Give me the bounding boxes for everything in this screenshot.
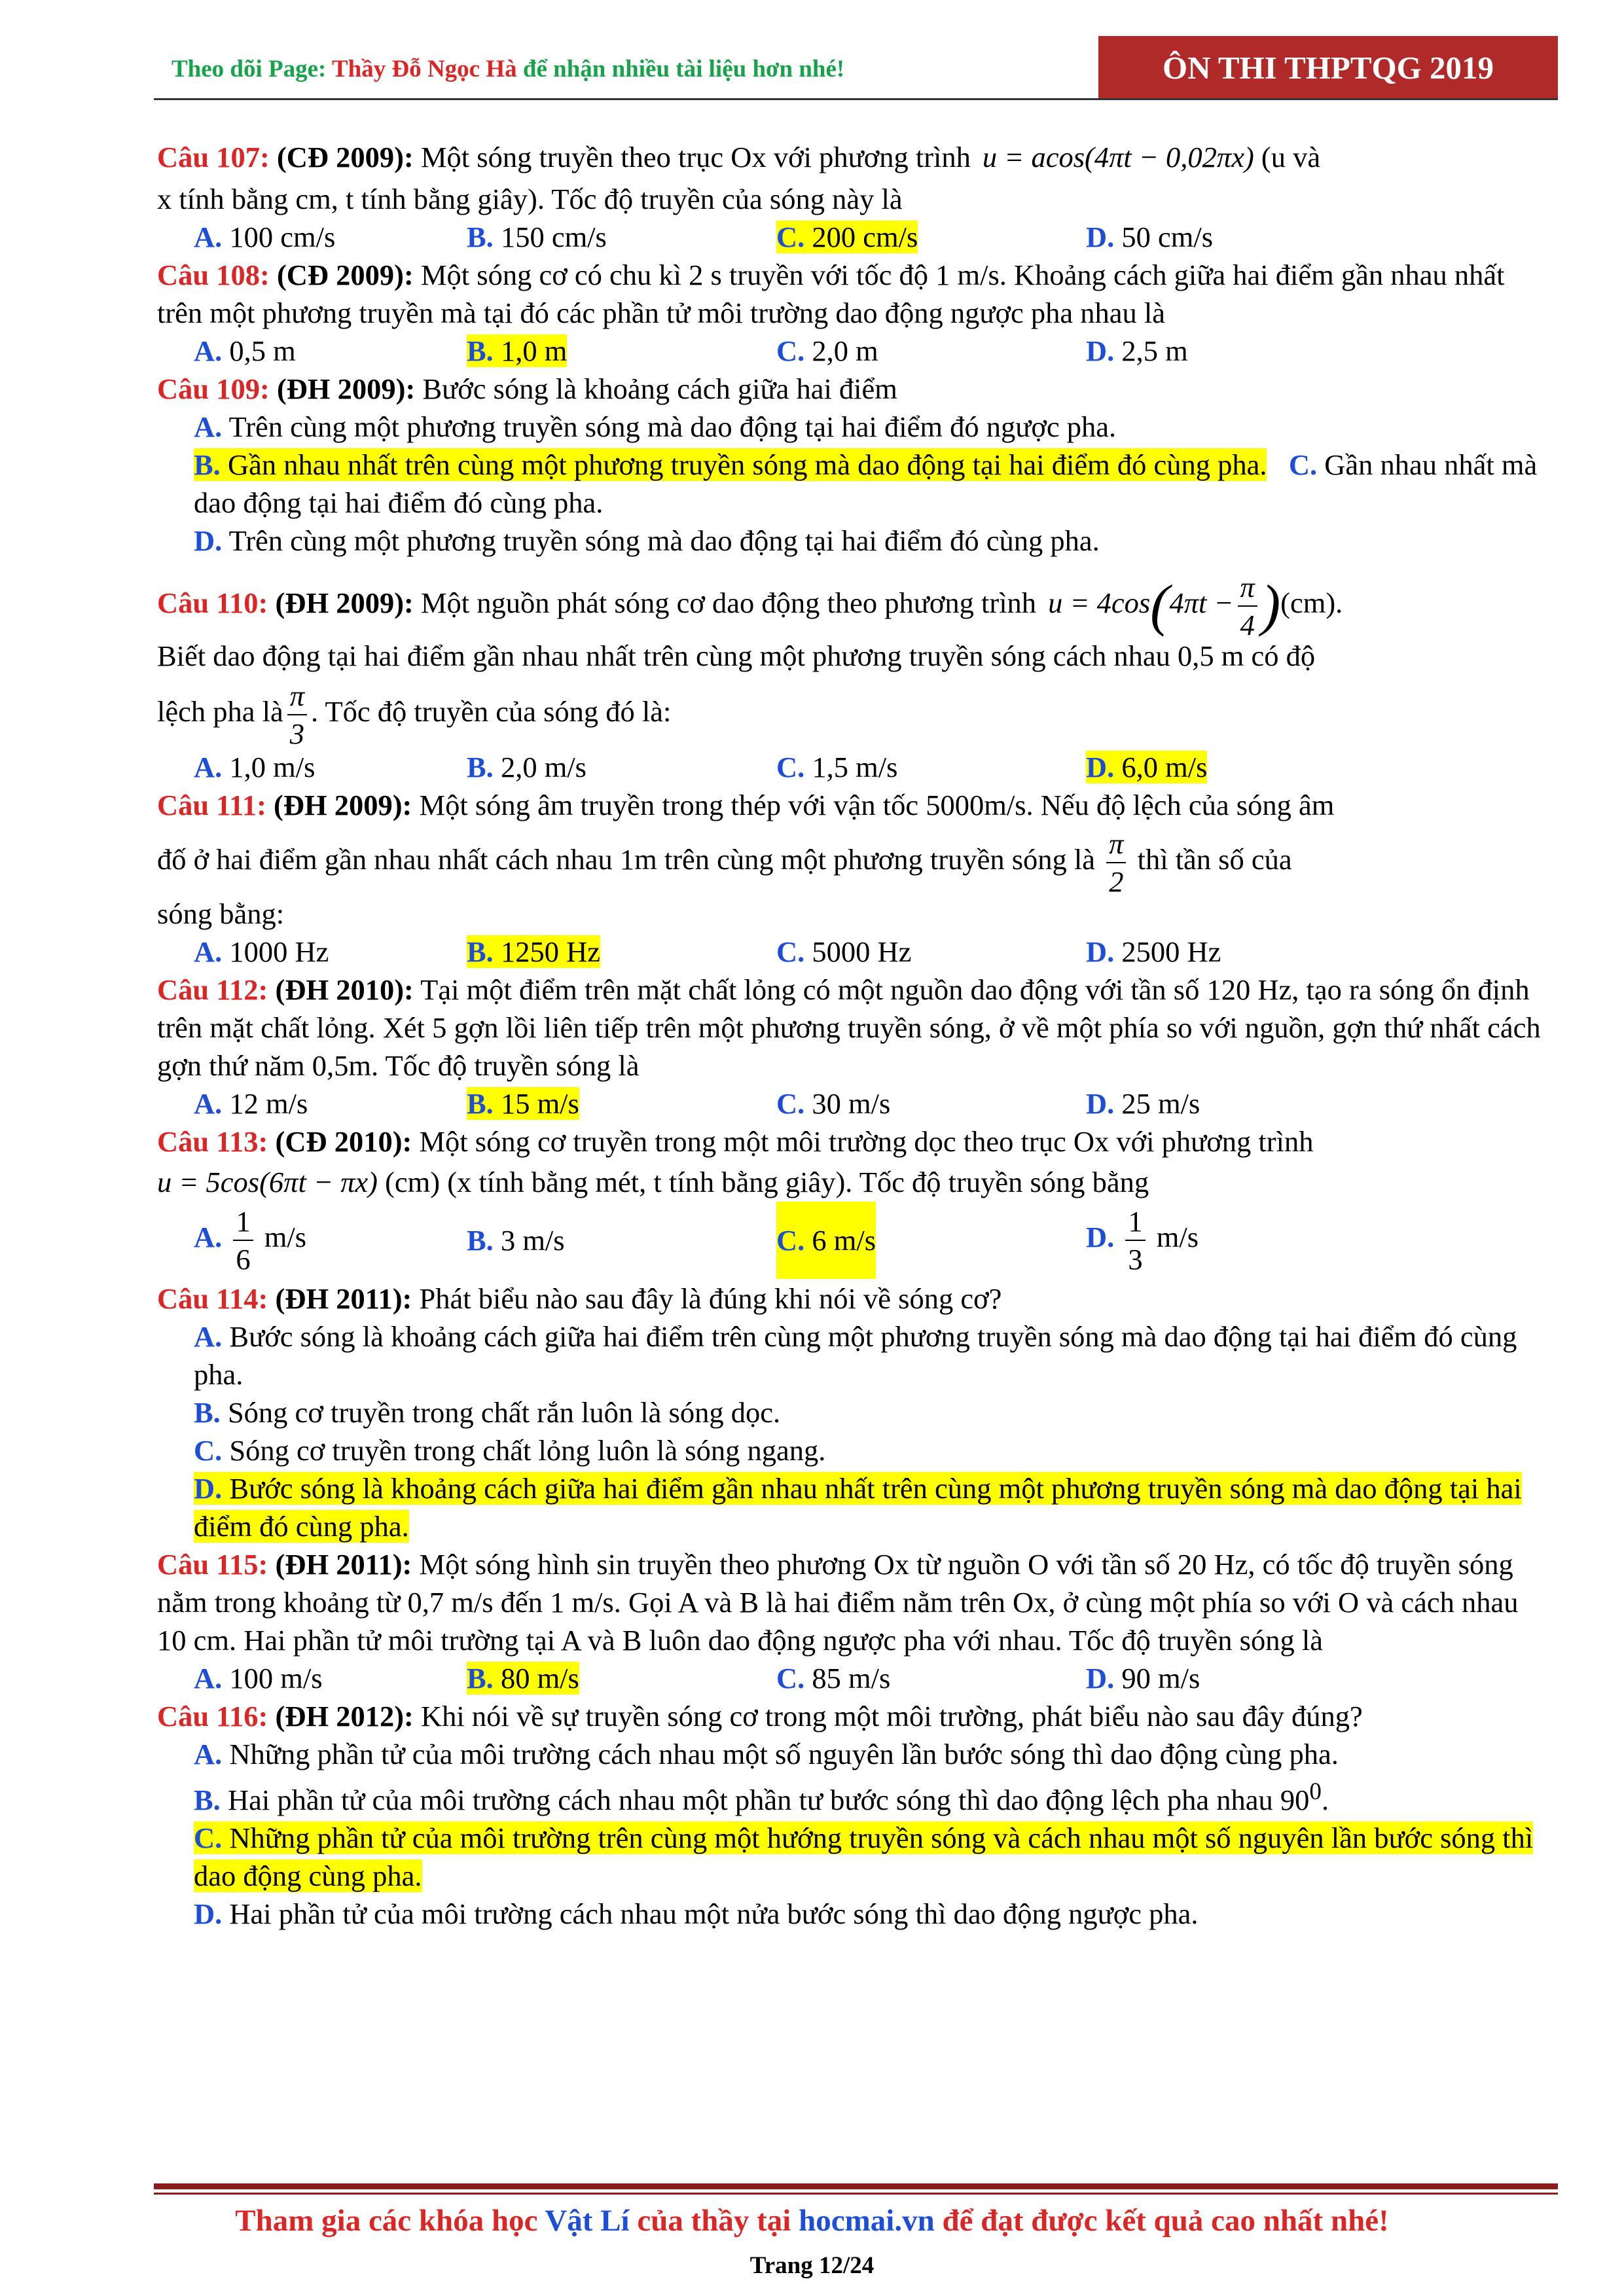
question-112: Câu 112: (ĐH 2010): Tại một điểm trên mặt chất lỏng có một nguồn dao động với tần số 120 Hz, tạo ra sóng ổn định trên mặt chất lỏng. Xét 5 gợn lồi liên tiếp trên một phương truyền sóng, ở về một phía so với nguồn, gợn thứ nhất cách gợn thứ năm 0,5m. Tốc độ truyền sóng là A. 12 m/s B. 15 m/s C. 30 m/s D. 25 m/s bbox=[157, 971, 1545, 1122]
footer-divider-thick bbox=[154, 2183, 1558, 2189]
question-list bbox=[157, 134, 1545, 1933]
options-row: A. 100 cm/s B. 150 cm/s C. 200 cm/s D. 50 cm/s bbox=[194, 221, 1214, 253]
correct-answer: C. 6 m/s bbox=[776, 1202, 876, 1279]
correct-answer: B. 15 m/s bbox=[467, 1087, 579, 1120]
correct-answer: C. Những phần tử của môi trường trên cùng một hướng truyền sóng và cách nhau một số nguyên lần bước sóng thì dao động cùng pha. bbox=[194, 1821, 1534, 1892]
options-row: A. 1000 Hz B. 1250 Hz C. 5000 Hz D. 2500 Hz bbox=[194, 935, 1221, 968]
site-link[interactable]: hocmai.vn bbox=[799, 2204, 935, 2238]
formula: u = 5cos(6πt − πx) bbox=[157, 1166, 378, 1198]
correct-answer: B. Gần nhau nhất trên cùng một phương truyền sóng mà dao động tại hai điểm đó cùng pha. bbox=[194, 448, 1267, 481]
question-114: Câu 114: (ĐH 2011): Phát biểu nào sau đây là đúng khi nói về sóng cơ? A. Bước sóng là khoảng cách giữa hai điểm trên cùng một phương truyền sóng mà dao động tại hai điểm đó cùng pha. B. Sóng cơ truyền trong chất rắn luôn là sóng dọc. C. Sóng cơ truyền trong chất lỏng luôn là sóng ngang. D. Bước sóng là khoảng cách giữa hai điểm gần nhau nhất trên cùng một phương truyền sóng mà dao động tại hai điểm đó cùng pha. bbox=[157, 1282, 1522, 1543]
question-111: Câu 111: (ĐH 2009): Một sóng âm truyền trong thép với vận tốc 5000m/s. Nếu độ lệch của sóng âm đố ở hai điểm gần nhau nhất cách nhau 1m trên cùng một phương truyền sóng là $\frac{\pi}{2}$ thì tần số của sóng bằng: A. 1000 Hz B. 1250 Hz C. 5000 Hz D. 2500 Hz bbox=[157, 786, 1545, 971]
options-row: A. 1,0 m/s B. 2,0 m/s C. 1,5 m/s D. 6,0 m/s bbox=[194, 751, 1208, 783]
question-109: Câu 109: (ĐH 2009): Bước sóng là khoảng cách giữa hai điểm A. Trên cùng một phương truyền sóng mà dao động tại hai điểm đó ngược pha. B. Gần nhau nhất trên cùng một phương truyền sóng mà dao động tại hai điểm đó cùng pha. C. Gần nhau nhất mà dao động tại hai điểm đó cùng pha. D. Trên cùng một phương truyền sóng mà dao động tại hai điểm đó cùng pha. bbox=[157, 372, 1538, 557]
options-row: A. 12 m/s B. 15 m/s C. 30 m/s D. 25 m/s bbox=[194, 1087, 1200, 1120]
correct-answer: C. 200 cm/s bbox=[776, 221, 918, 253]
footer-divider-thin bbox=[154, 2193, 1558, 2195]
correct-answer: D. Bước sóng là khoảng cách giữa hai điểm gần nhau nhất trên cùng một phương truyền sóng mà dao động tại hai điểm đó cùng pha. bbox=[194, 1472, 1522, 1543]
correct-answer: D. 6,0 m/s bbox=[1086, 751, 1208, 783]
options-row: A. 0,5 m B. 1,0 m C. 2,0 m D. 2,5 m bbox=[194, 334, 1188, 367]
question-116: Câu 116: (ĐH 2012): Khi nói về sự truyền sóng cơ trong một môi trường, phát biểu nào sau đây đúng? A. Những phần tử của môi trường cách nhau một số nguyên lần bước sóng thì dao động cùng pha. B. Hai phần tử của môi trường cách nhau một phần tư bước sóng thì dao động lệch pha nhau $90^0$. C. Những phần tử của môi trường trên cùng một hướng truyền sóng và cách nhau một số nguyên lần bước sóng thì dao động cùng pha. D. Hai phần tử của môi trường cách nhau một nửa bước sóng thì dao động ngược pha. bbox=[157, 1700, 1534, 1930]
teacher-name: Thầy Đỗ Ngọc Hà bbox=[331, 56, 517, 82]
options-row: A. 100 m/s B. 80 m/s C. 85 m/s D. 90 m/s bbox=[194, 1662, 1200, 1695]
question-108: Câu 108: (CĐ 2009): Một sóng cơ có chu kì 2 s truyền với tốc độ 1 m/s. Khoảng cách giữa hai điểm gần nhau nhất trên một phương truyền mà tại đó các phần tử môi trường dao động ngược pha nhau là A. 0,5 m B. 1,0 m C. 2,0 m D. 2,5 m bbox=[157, 256, 1545, 370]
footer-promo: Tham gia các khóa học Vật Lí của thầy tại hocmai.vn để đạt được kết quả cao nhất nhé! bbox=[235, 2204, 1389, 2238]
header-follow-text: Theo dõi Page: Thầy Đỗ Ngọc Hà để nhận nhiều tài liệu hơn nhé! bbox=[171, 56, 845, 82]
correct-answer: B. 1250 Hz bbox=[467, 935, 600, 968]
fraction: $\frac{\pi}{4}$ bbox=[1238, 569, 1257, 643]
correct-answer: B. 1,0 m bbox=[467, 334, 568, 367]
page-number: Trang 12/24 bbox=[749, 2252, 875, 2279]
question-115: Câu 115: (ĐH 2011): Một sóng hình sin truyền theo phương Ox từ nguồn O với tần số 20 Hz, có tốc độ truyền sóng nằm trong khoảng từ 0,7 m/s đến 1 m/s. Gọi A và B là hai điểm nằm trên Ox, ở cùng một phía so với O và cách nhau 10 cm. Hai phần tử môi trường tại A và B luôn dao động ngược pha với nhau. Tốc độ truyền sóng là A. 100 m/s B. 80 m/s C. 85 m/s D. 90 m/s bbox=[157, 1545, 1545, 1697]
exam-badge: ÔN THI THPTQG 2019 bbox=[1098, 36, 1558, 99]
correct-answer: B. 80 m/s bbox=[467, 1662, 579, 1695]
formula: u = acos(4πt − 0,02πx) bbox=[982, 141, 1254, 173]
fraction: $\frac{\pi}{3}$ bbox=[287, 677, 307, 752]
header-divider bbox=[154, 98, 1558, 100]
fraction: $\frac{\pi}{2}$ bbox=[1106, 825, 1126, 900]
options-row: A. $\frac{1}{6}$ m/s B. 3 m/s C. 6 m/s D. $\frac{1}{3}$ m/s bbox=[157, 1201, 1545, 1280]
question-113: Câu 113: (CĐ 2010): Một sóng cơ truyền trong một môi trường dọc theo trục Ox với phương trình u = 5cos(6πt − πx) (cm) (x tính bằng mét, t tính bằng giây). Tốc độ truyền sóng bằng A. $\frac{1}{6}$ m/s B. 3 m/s C. 6 m/s D. $\frac{1}{3}$ m/s bbox=[157, 1122, 1545, 1280]
formula: u = 4cos(4πt − $\frac{\pi}{4}$ ) bbox=[1048, 569, 1280, 643]
question-107: Câu 107: (CĐ 2009): Một sóng truyền theo trục Ox với phương trình u = acos(4πt − 0,02πx) (u và x tính bằng cm, t tính bằng giây). Tốc độ truyền của sóng này là A. 100 cm/s B. 150 cm/s C. 200 cm/s D. 50 cm/s bbox=[157, 138, 1545, 256]
question-110: Câu 110: (ĐH 2009): Một nguồn phát sóng cơ dao động theo phương trình u = 4cos(4πt − $\frac{\pi}{4}$ )(cm). Biết dao động tại hai điểm gần nhau nhất trên cùng một phương truyền sóng cách nhau 0,5 m có độ lệch pha là $\frac{\pi}{3}$ . Tốc độ truyền của sóng đó là: A. 1,0 m/s B. 2,0 m/s C. 1,5 m/s D. 6,0 m/s bbox=[157, 569, 1545, 786]
